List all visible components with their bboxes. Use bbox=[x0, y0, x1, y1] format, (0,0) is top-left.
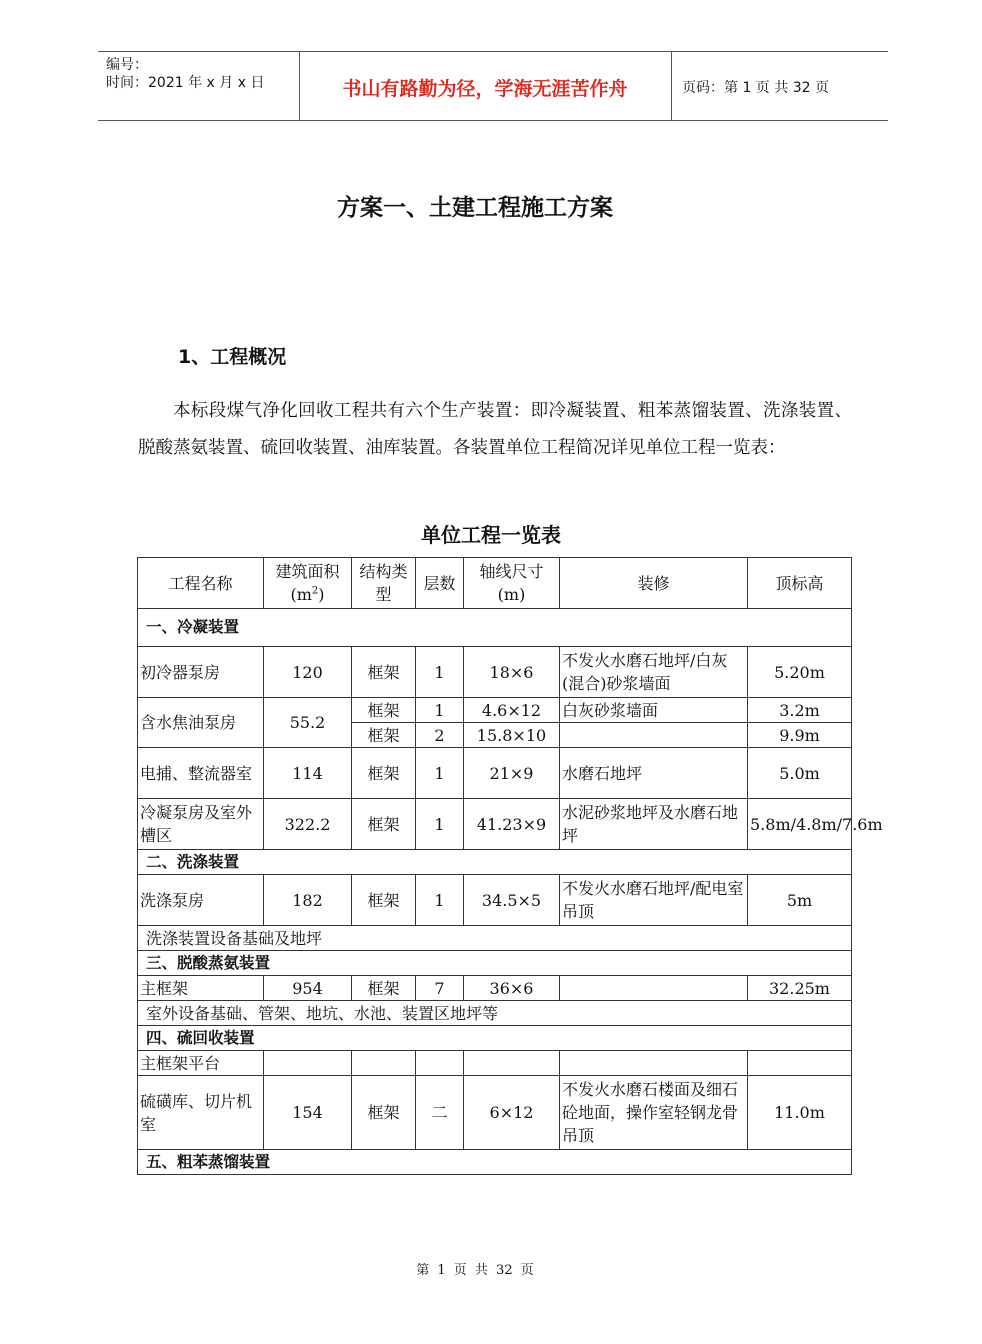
cell-name: 主框架平台 bbox=[138, 1051, 264, 1076]
cell-floors bbox=[416, 1051, 464, 1076]
cell-floors: 2 bbox=[416, 723, 464, 748]
cell-area: 114 bbox=[264, 748, 352, 799]
cell-axis bbox=[464, 1051, 560, 1076]
cell-area: 182 bbox=[264, 875, 352, 926]
cell-axis: 41.23×9 bbox=[464, 799, 560, 850]
table-row bbox=[138, 1051, 852, 1076]
cell-decoration: 水磨石地坪 bbox=[560, 748, 748, 799]
note-row bbox=[138, 1001, 852, 1026]
cell-name: 主框架 bbox=[138, 976, 264, 1001]
header-time: 时间：2021 年 x 月 x 日 bbox=[106, 75, 265, 91]
cell-floors: 1 bbox=[416, 698, 464, 723]
table-row bbox=[138, 698, 852, 723]
table-row bbox=[138, 799, 852, 850]
cell-area: 154 bbox=[264, 1076, 352, 1150]
unit-project-table bbox=[137, 557, 883, 1175]
cell-structure: 框架 bbox=[352, 976, 416, 1001]
cell-area bbox=[264, 1051, 352, 1076]
cell-name: 硫磺库、切片机室 bbox=[138, 1076, 264, 1150]
header-axis: 轴线尺寸(m) bbox=[464, 558, 560, 609]
cell-axis: 36×6 bbox=[464, 976, 560, 1001]
note-row bbox=[138, 926, 852, 951]
cell-axis: 18×6 bbox=[464, 647, 560, 698]
cell-structure: 框架 bbox=[352, 723, 416, 748]
header-number: 编号： bbox=[106, 57, 148, 73]
cell-floors: 二 bbox=[416, 1076, 464, 1150]
group-label: 五、粗苯蒸馏装置 bbox=[138, 1150, 852, 1175]
cell-top bbox=[748, 1051, 852, 1076]
header-floors: 层数 bbox=[416, 558, 464, 609]
cell-floors: 1 bbox=[416, 799, 464, 850]
group-row bbox=[138, 609, 852, 647]
cell-structure bbox=[352, 1051, 416, 1076]
cell-axis: 4.6×12 bbox=[464, 698, 560, 723]
header-top-elevation: 顶标高 bbox=[748, 558, 852, 609]
group-row bbox=[138, 951, 852, 976]
section-paragraph: 本标段煤气净化回收工程共有六个生产装置：即冷凝装置、粗苯蒸馏装置、洗涤装置、脱酸蒸氨装置、硫回收装置、油库装置。各装置单位工程简况详见单位工程一览表： bbox=[138, 401, 852, 458]
cell-decoration: 不发火水磨石地坪/白灰(混合)砂浆墙面 bbox=[560, 647, 748, 698]
cell-name: 初冷器泵房 bbox=[138, 647, 264, 698]
table-row bbox=[138, 976, 852, 1001]
header-structure: 结构类型 bbox=[352, 558, 416, 609]
cell-structure: 框架 bbox=[352, 647, 416, 698]
cell-top: 3.2m bbox=[748, 698, 852, 723]
table-row bbox=[138, 748, 852, 799]
group-row bbox=[138, 1150, 852, 1175]
header-area: 建筑面积 $(m^2)$ bbox=[264, 558, 352, 609]
cell-top: 5.0m bbox=[748, 748, 852, 799]
section-heading: 1、工程概况 bbox=[178, 346, 287, 368]
cell-decoration bbox=[560, 1051, 748, 1076]
cell-structure: 框架 bbox=[352, 1076, 416, 1150]
group-label: 三、脱酸蒸氨装置 bbox=[138, 951, 852, 976]
header-divider bbox=[671, 52, 672, 120]
cell-name: 电捕、整流器室 bbox=[138, 748, 264, 799]
group-label: 二、洗涤装置 bbox=[138, 850, 852, 875]
cell-structure: 框架 bbox=[352, 748, 416, 799]
table-row bbox=[138, 875, 852, 926]
cell-floors: 1 bbox=[416, 875, 464, 926]
cell-axis: 34.5×5 bbox=[464, 875, 560, 926]
header-decoration: 装修 bbox=[560, 558, 748, 609]
cell-axis: 15.8×10 bbox=[464, 723, 560, 748]
header-name: 工程名称 bbox=[138, 558, 264, 609]
cell-top: 5m bbox=[748, 875, 852, 926]
header-motto: 书山有路勤为径，学海无涯苦作舟 bbox=[342, 78, 628, 100]
note-text: 洗涤装置设备基础及地坪 bbox=[138, 926, 852, 951]
cell-structure: 框架 bbox=[352, 875, 416, 926]
group-row bbox=[138, 850, 852, 875]
table-row bbox=[138, 647, 852, 698]
cell-area: 322.2 bbox=[264, 799, 352, 850]
cell-structure: 框架 bbox=[352, 799, 416, 850]
cell-name: 洗涤泵房 bbox=[138, 875, 264, 926]
note-text: 室外设备基础、管架、地坑、水池、装置区地坪等 bbox=[138, 1001, 852, 1026]
cell-top: 5.20m bbox=[748, 647, 852, 698]
cell-decoration bbox=[560, 976, 748, 1001]
cell-floors: 1 bbox=[416, 647, 464, 698]
cell-decoration bbox=[560, 723, 748, 748]
cell-decoration: 不发火水磨石楼面及细石砼地面，操作室轻钢龙骨吊顶 bbox=[560, 1076, 748, 1150]
cell-axis: 6×12 bbox=[464, 1076, 560, 1150]
document-title: 方案一、土建工程施工方案 bbox=[337, 195, 613, 221]
page-footer: 第 1 页 共 32 页 bbox=[416, 1263, 534, 1278]
table-title: 单位工程一览表 bbox=[421, 523, 561, 547]
cell-top: 11.0m bbox=[748, 1076, 852, 1150]
cell-name: 冷凝泵房及室外槽区 bbox=[138, 799, 264, 850]
cell-area: 954 bbox=[264, 976, 352, 1001]
cell-area: 55.2 bbox=[264, 698, 352, 748]
header-meta bbox=[106, 56, 264, 92]
cell-floors: 7 bbox=[416, 976, 464, 1001]
page-header bbox=[98, 51, 888, 121]
cell-area: 120 bbox=[264, 647, 352, 698]
table-header-row bbox=[138, 558, 852, 609]
cell-top: 9.9m bbox=[748, 723, 852, 748]
cell-top: 5.8m/4.8m/7.6m bbox=[748, 799, 852, 850]
cell-decoration: 不发火水磨石地坪/配电室吊顶 bbox=[560, 875, 748, 926]
table-row bbox=[138, 1076, 852, 1150]
header-page-number: 页码：第 1 页 共 32 页 bbox=[682, 80, 829, 96]
cell-decoration: 白灰砂浆墙面 bbox=[560, 698, 748, 723]
group-row bbox=[138, 1026, 852, 1051]
cell-structure: 框架 bbox=[352, 698, 416, 723]
cell-top: 32.25m bbox=[748, 976, 852, 1001]
cell-decoration: 水泥砂浆地坪及水磨石地坪 bbox=[560, 799, 748, 850]
group-label: 四、硫回收装置 bbox=[138, 1026, 852, 1051]
cell-name: 含水焦油泵房 bbox=[138, 698, 264, 748]
cell-axis: 21×9 bbox=[464, 748, 560, 799]
cell-floors: 1 bbox=[416, 748, 464, 799]
group-label: 一、冷凝装置 bbox=[138, 609, 852, 647]
